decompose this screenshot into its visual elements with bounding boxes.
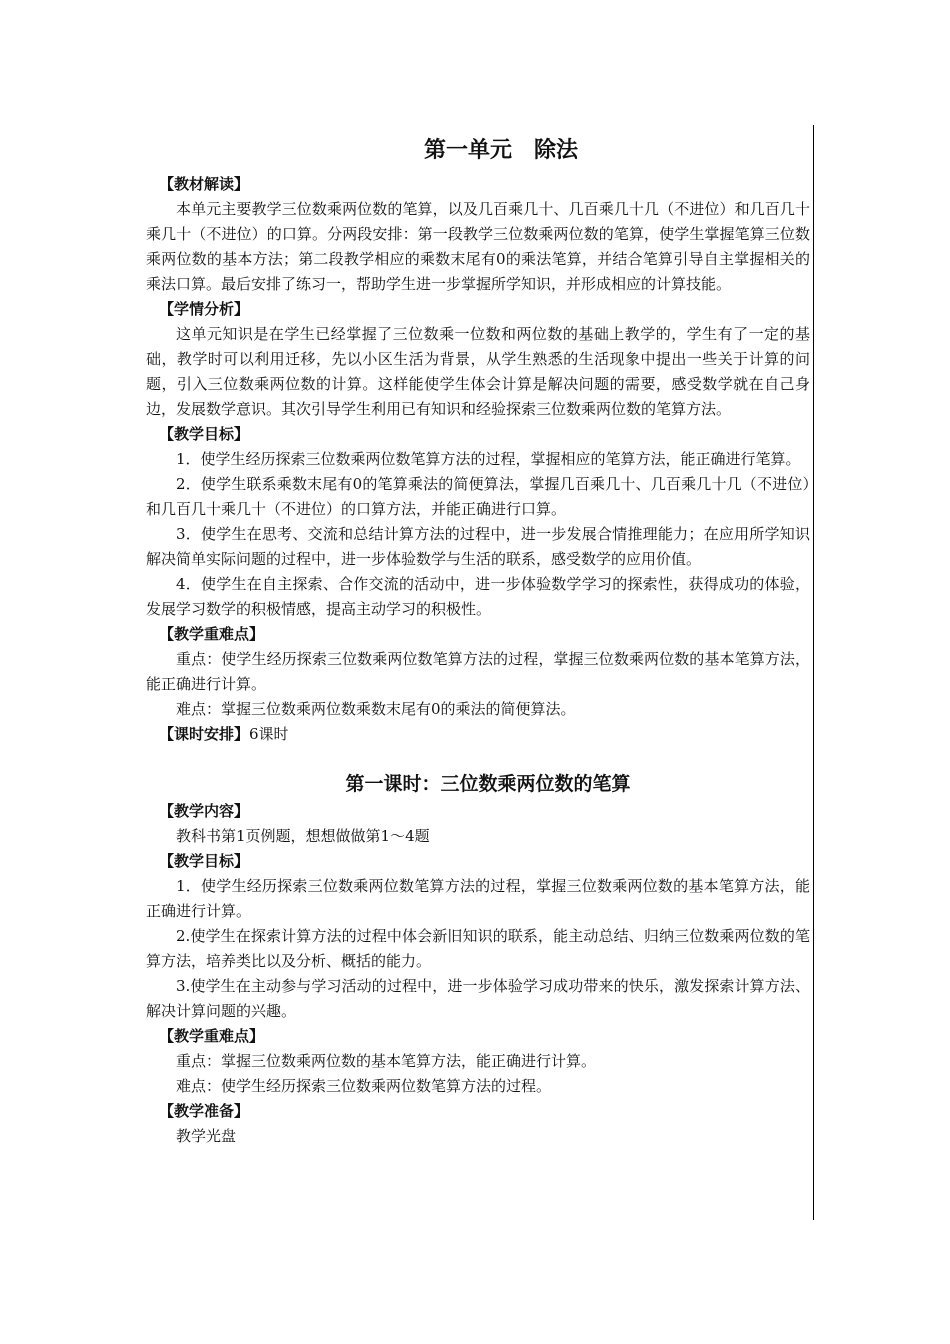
unit-title: 第一单元 除法: [423, 137, 578, 163]
lesson-goal-item-3: 3.使学生在主动参与学习活动的过程中，进一步体验学习成功带来的快乐，激发探索计算方法、解决计算问题的兴趣。: [146, 977, 810, 1020]
goal-item-2: 2．使学生联系乘数末尾有0的笔算乘法的简便算法，掌握几百乘几十、几百乘几十几（不进位）和几百几十乘几十（不进位）的口算方法，并能正确进行口算。: [146, 475, 810, 518]
heading-zhunbei: 【教学准备】: [159, 1102, 250, 1120]
heading-zhongnan: 【教学重难点】: [159, 625, 265, 643]
heading-xueqing: 【学情分析】: [159, 300, 250, 318]
lesson-nandian: 难点：使学生经历探索三位数乘两位数笔算方法的过程。: [176, 1077, 552, 1095]
lesson-goal-item-1: 1．使学生经历探索三位数乘两位数笔算方法的过程，掌握三位数乘两位数的基本笔算方法，能正确进行计算。: [146, 877, 810, 920]
heading-keshi: 【课时安排】: [159, 725, 250, 743]
keshi-line: [146, 722, 810, 747]
heading-lesson-mubiao: 【教学目标】: [159, 852, 250, 870]
keshi-value: 6课时: [249, 725, 289, 743]
paragraph-jiaocai: 本单元主要教学三位数乘两位数的笔算，以及几百乘几十、几百乘几十几（不进位）和几百几十乘几十（不进位）的口算。分两段安排：第一段教学三位数乘两位数的笔算，使学生掌握笔算三位数乘两位数的基本方法；第二段教学相应的乘数末尾有0的乘法笔算，并结合笔算引导自主掌握相关的乘法口算。最后安排了练习一，帮助学生进一步掌握所学知识，并形成相应的计算技能。: [146, 200, 810, 293]
goal-item-1: 1．使学生经历探索三位数乘两位数笔算方法的过程，掌握相应的笔算方法，能正确进行笔算。: [176, 450, 801, 468]
paragraph-zhongdian: 重点：使学生经历探索三位数乘两位数笔算方法的过程，掌握三位数乘两位数的基本笔算方法，能正确进行计算。: [146, 650, 810, 693]
heading-jiaocai: 【教材解读】: [159, 175, 250, 193]
paragraph-neirong: 教科书第1页例题，想想做做第1～4题: [176, 827, 430, 845]
lesson-title: 第一课时：三位数乘两位数的笔算: [345, 773, 631, 795]
paragraph-nandian: 难点：掌握三位数乘两位数乘数末尾有0的乘法的简便算法。: [176, 700, 576, 718]
heading-lesson-zhongnan: 【教学重难点】: [159, 1027, 265, 1045]
goal-item-3: 3．使学生在思考、交流和总结计算方法的过程中，进一步发展合情推理能力；在应用所学知识解决简单实际问题的过程中，进一步体验数学与生活的联系，感受数学的应用价值。: [146, 525, 810, 568]
heading-mubiao: 【教学目标】: [159, 425, 250, 443]
lesson-zhongdian: 重点：掌握三位数乘两位数的基本笔算方法，能正确进行计算。: [176, 1052, 597, 1070]
goal-item-4: 4．使学生在自主探索、合作交流的活动中，进一步体验数学学习的探索性，获得成功的体验，发展学习数学的积极情感，提高主动学习的积极性。: [146, 575, 810, 618]
heading-neirong: 【教学内容】: [159, 802, 250, 820]
paragraph-xueqing: 这单元知识是在学生已经掌握了三位数乘一位数和两位数的基础上教学的，学生有了一定的基础，教学时可以利用迁移，先以小区生活为背景，从学生熟悉的生活现象中提出一些关于计算的问题，引入三位数乘两位数的计算。这样能使学生体会计算是解决问题的需要，感受数学就在自己身边，发展数学意识。其次引导学生利用已有知识和经验探索三位数乘两位数的笔算方法。: [146, 325, 810, 418]
document-page: [146, 134, 810, 1149]
lesson-goal-item-2: 2.使学生在探索计算方法的过程中体会新旧知识的联系，能主动总结、归纳三位数乘两位数的笔算方法，培养类比以及分析、概括的能力。: [146, 927, 810, 970]
paragraph-zhunbei: 教学光盘: [176, 1127, 237, 1145]
right-margin-rule: [813, 125, 814, 1220]
